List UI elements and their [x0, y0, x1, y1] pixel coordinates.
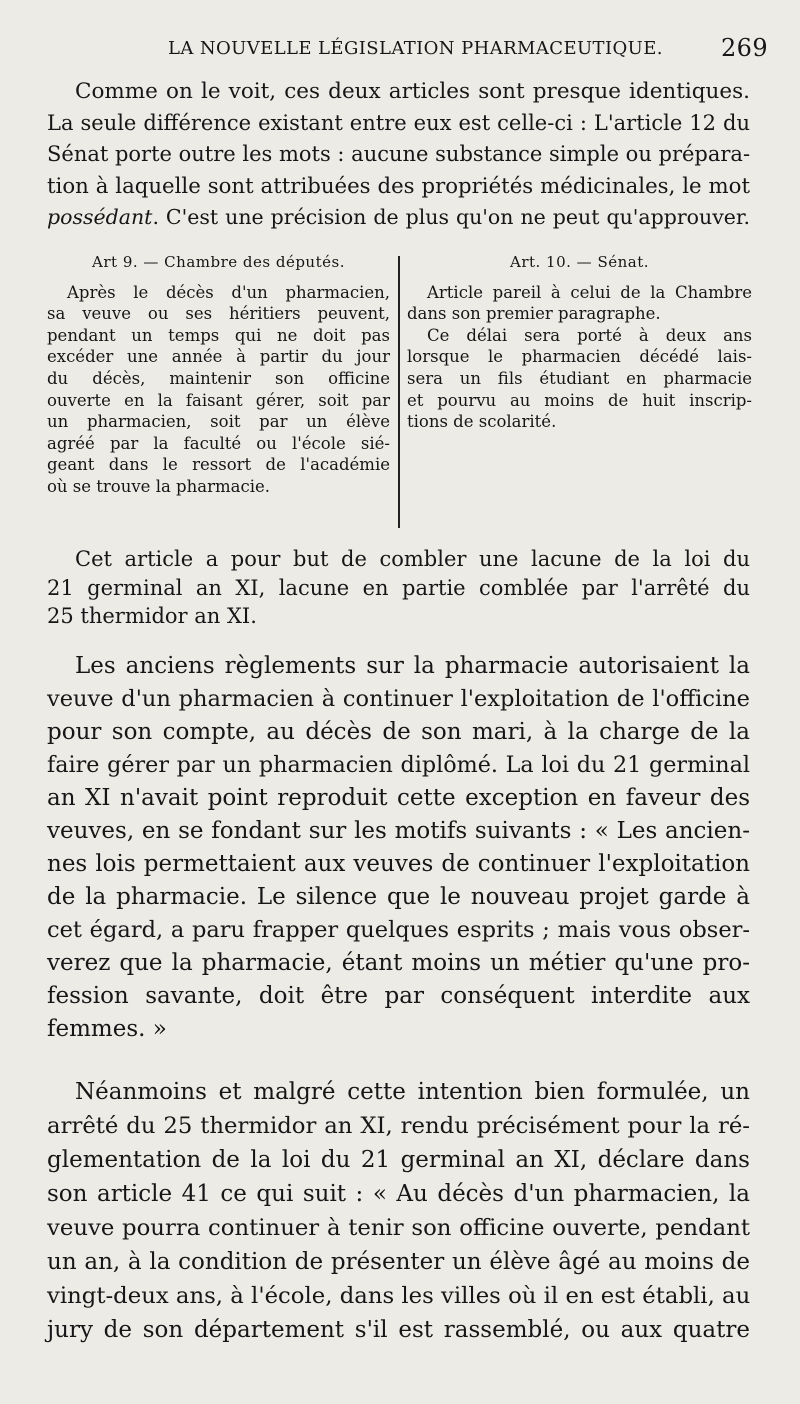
- column-divider: [398, 256, 400, 528]
- text-line: Néanmoins et malgré cette intention bien formulée, un: [75, 1079, 750, 1105]
- text-line: sera un fils étudiant en pharmacie: [407, 368, 752, 388]
- body-paragraph-2: [47, 1075, 750, 1347]
- senate-article-column: [407, 252, 752, 433]
- text-line: pendant un temps qui ne doit pas: [47, 325, 390, 345]
- chamber-article-column: [47, 252, 390, 498]
- text-line: Après le décès d'un pharmacien,: [67, 282, 390, 302]
- text-line: sa veuve ou ses héritiers peuvent,: [47, 304, 390, 324]
- text-line: 21 germinal an XI, lacune en partie comblée par l'arrêté du: [47, 575, 750, 600]
- text-line: fession savante, doit être par conséquent interdite aux: [47, 983, 750, 1009]
- text-line: glementation de la loi du 21 germinal an XI, déclare dans: [47, 1147, 750, 1173]
- text-line: Ce délai sera porté à deux ans: [427, 325, 752, 345]
- text-line: 25 thermidor an XI.: [47, 604, 257, 628]
- text-line: de la pharmacie. Le silence que le nouveau projet garde à: [47, 884, 750, 910]
- page-number: 269: [720, 34, 768, 62]
- senate-article-heading: Art. 10. — Sénat.: [509, 253, 649, 271]
- text-line: son article 41 ce qui suit : « Au décès d'un pharmacien, la: [47, 1181, 750, 1207]
- chamber-article-heading: Art 9. — Chambre des députés.: [92, 253, 345, 271]
- text-line: Cet article a pour but de combler une lacune de la loi du: [75, 547, 750, 571]
- text-line: veuve pourra continuer à tenir son officine ouverte, pendant: [47, 1215, 750, 1241]
- text-line: du décès, maintenir son officine: [47, 368, 390, 388]
- text-line: un an, à la condition de présenter un élève âgé au moins de: [47, 1249, 750, 1275]
- text-line: jury de son département s'il est rassemblé, ou aux quatre: [47, 1317, 750, 1343]
- text-line: vingt-deux ans, à l'école, dans les villes où il en est établi, au: [47, 1283, 751, 1309]
- commentary-paragraph: [47, 545, 750, 631]
- text-line: veuve d'un pharmacien à continuer l'exploitation de l'officine: [47, 686, 750, 712]
- text-line: excéder une année à partir du jour: [47, 347, 390, 367]
- text-line: veuves, en se fondant sur les motifs suivants : « Les ancien-: [47, 818, 750, 844]
- text-line: tions de scolarité.: [407, 412, 557, 432]
- text-line: pour son compte, au décès de son mari, à la charge de la: [47, 719, 750, 745]
- text-line: un pharmacien, soit par un élève: [47, 412, 390, 432]
- text-line: an XI n'avait point reproduit cette exception en faveur des: [47, 785, 750, 811]
- body-paragraph-1: [47, 650, 750, 1046]
- running-title: LA NOUVELLE LÉGISLATION PHARMACEUTIQUE.: [168, 38, 663, 59]
- text-line: dans son premier paragraphe.: [407, 304, 661, 324]
- text-line: faire gérer par un pharmacien diplômé. La loi du 21 germinal: [47, 752, 750, 778]
- text-line: tion à laquelle sont attribuées des propriétés médicinales, le mot: [47, 173, 750, 199]
- running-header: [168, 34, 768, 66]
- text-line: et pourvu au moins de huit inscrip-: [407, 390, 752, 410]
- text-line: lorsque le pharmacien décédé lais-: [407, 347, 752, 367]
- article-comparison: [47, 252, 752, 542]
- text-line: Sénat porte outre les mots : aucune substance simple ou prépara-: [47, 142, 751, 166]
- text-line: nes lois permettaient aux veuves de continuer l'exploitation: [47, 851, 750, 877]
- text-line: cet égard, a paru frapper quelques esprits ; mais vous obser-: [47, 917, 750, 943]
- text-line: ouverte en la faisant gérer, soit par: [47, 390, 390, 410]
- text-line: arrêté du 25 thermidor an XI, rendu précisément pour la ré-: [47, 1113, 750, 1139]
- text-line: femmes. »: [47, 1016, 167, 1042]
- text-line: Article pareil à celui de la Chambre: [427, 282, 752, 302]
- intro-paragraph: [47, 76, 750, 234]
- text-line: agréé par la faculté ou l'école sié-: [47, 433, 390, 453]
- text-line: possédant. C'est une précision de plus qu'on ne peut qu'approuver.: [47, 205, 750, 229]
- text-line: verez que la pharmacie, étant moins un métier qu'une pro-: [47, 950, 750, 976]
- text-line: où se trouve la pharmacie.: [47, 476, 270, 496]
- text-line: Comme on le voit, ces deux articles sont presque identiques.: [75, 79, 750, 104]
- text-line: La seule différence existant entre eux est celle-ci : L'article 12 du: [47, 110, 750, 135]
- text-line: geant dans le ressort de l'académie: [47, 455, 390, 475]
- text-line: Les anciens règlements sur la pharmacie autorisaient la: [75, 653, 750, 679]
